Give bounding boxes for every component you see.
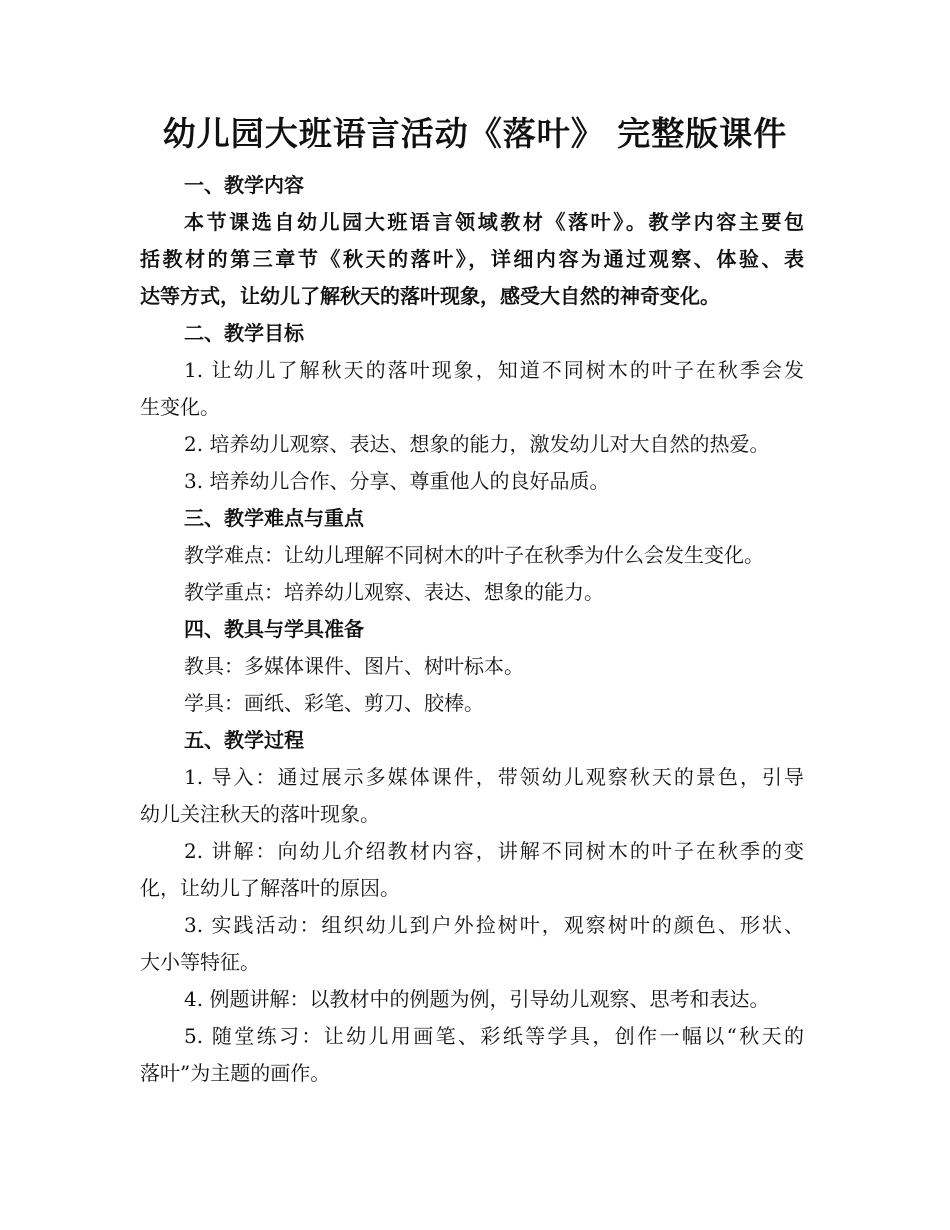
goal-item: 3. 培养幼儿合作、分享、尊重他人的良好品质。 bbox=[184, 469, 610, 493]
paragraph-line: 括教材的第三章节《秋天的落叶》，详细内容为通过观察、体验、表 bbox=[140, 247, 804, 271]
process-step: 2. 讲解：向幼儿介绍教材内容，讲解不同树木的叶子在秋季的变 bbox=[184, 839, 804, 863]
section-heading-teaching-goals: 二、教学目标 bbox=[184, 321, 304, 345]
section-heading-teaching-content: 一、教学内容 bbox=[184, 173, 304, 197]
section-heading-teaching-process: 五、教学过程 bbox=[184, 728, 304, 752]
section-heading-tools: 四、教具与学具准备 bbox=[184, 617, 364, 641]
learning-tools: 学具：画纸、彩笔、剪刀、胶棒。 bbox=[184, 691, 484, 715]
process-step: 4. 例题讲解：以教材中的例题为例，引导幼儿观察、思考和表达。 bbox=[184, 987, 770, 1011]
document-title: 幼儿园大班语言活动《落叶》 完整版课件 bbox=[162, 114, 788, 153]
process-step-continuation: 落叶”为主题的画作。 bbox=[140, 1061, 331, 1085]
teaching-difficulty: 教学难点：让幼儿理解不同树木的叶子在秋季为什么会发生变化。 bbox=[184, 543, 764, 567]
process-step-continuation: 化，让幼儿了解落叶的原因。 bbox=[140, 876, 400, 900]
teaching-key-point: 教学重点：培养幼儿观察、表达、想象的能力。 bbox=[184, 580, 604, 604]
process-step: 1. 导入：通过展示多媒体课件，带领幼儿观察秋天的景色，引导 bbox=[184, 765, 804, 789]
goal-item: 2. 培养幼儿观察、表达、想象的能力，激发幼儿对大自然的热爱。 bbox=[184, 432, 770, 456]
paragraph-line: 达等方式，让幼儿了解秋天的落叶现象，感受大自然的神奇变化。 bbox=[140, 284, 720, 308]
teaching-tools: 教具：多媒体课件、图片、树叶标本。 bbox=[184, 654, 524, 678]
process-step-continuation: 大小等特征。 bbox=[140, 950, 260, 974]
process-step-continuation: 幼儿关注秋天的落叶现象。 bbox=[140, 802, 380, 826]
paragraph-line: 本节课选自幼儿园大班语言领域教材《落叶》。教学内容主要包 bbox=[184, 210, 804, 234]
process-step: 3. 实践活动：组织幼儿到户外捡树叶，观察树叶的颜色、形状、 bbox=[184, 913, 804, 937]
goal-item: 1. 让幼儿了解秋天的落叶现象，知道不同树木的叶子在秋季会发 bbox=[184, 358, 804, 382]
process-step: 5. 随堂练习：让幼儿用画笔、彩纸等学具，创作一幅以“秋天的 bbox=[184, 1024, 804, 1048]
section-heading-difficulty-key: 三、教学难点与重点 bbox=[184, 506, 364, 530]
goal-item-continuation: 生变化。 bbox=[140, 395, 220, 419]
